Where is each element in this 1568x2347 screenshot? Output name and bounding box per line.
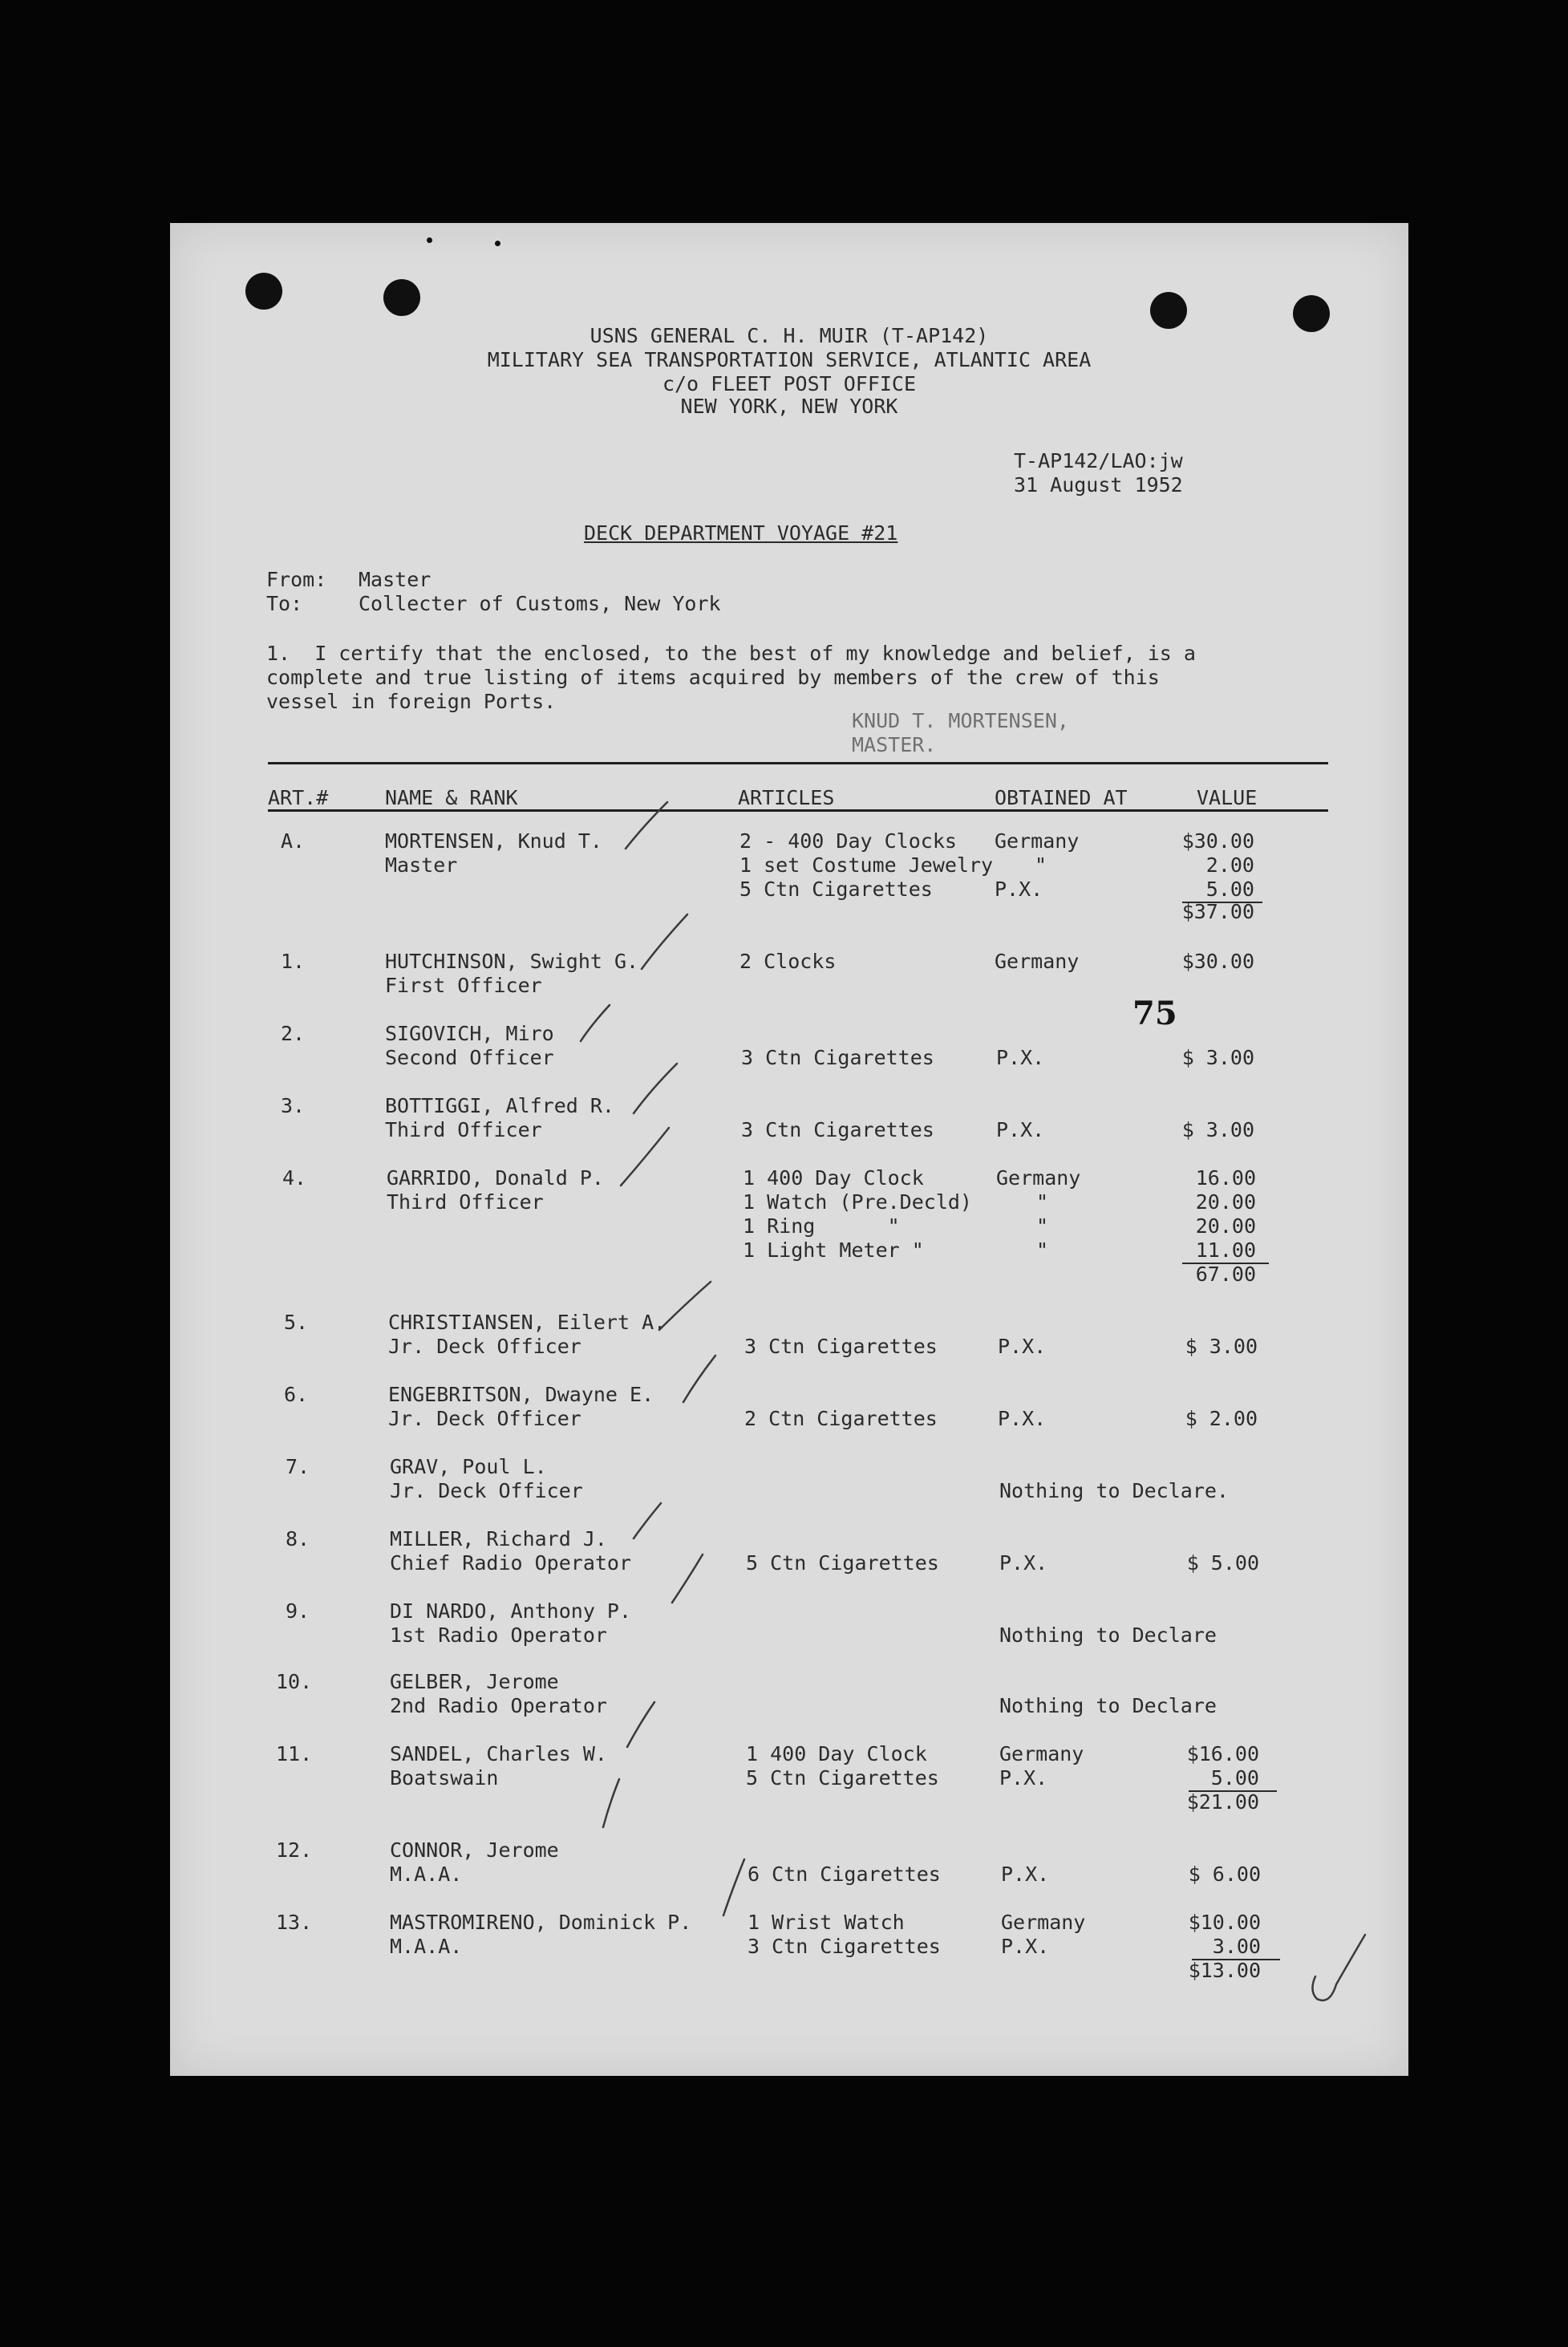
article: 1 400 Day Clock xyxy=(746,1742,927,1765)
crew-rank: Second Officer xyxy=(385,1046,554,1069)
subtotal: $21.00 xyxy=(1186,1790,1259,1814)
article: 1 Light Meter " xyxy=(743,1238,924,1262)
obtained-at: P.X. xyxy=(999,1551,1048,1575)
crew-name: DI NARDO, Anthony P. xyxy=(390,1599,632,1623)
from-value: Master xyxy=(359,568,432,591)
value: 5.00 xyxy=(1205,878,1254,901)
obtained-at: Germany xyxy=(995,950,1080,973)
art-number: 4. xyxy=(282,1166,307,1190)
check-mark xyxy=(581,1005,610,1041)
initials-mark xyxy=(1312,1935,1365,2000)
article: 1 Wrist Watch xyxy=(748,1911,905,1934)
article: 3 Ctn Cigarettes xyxy=(744,1335,938,1358)
obtained-at: P.X. xyxy=(1001,1863,1050,1886)
crew-rank: Jr. Deck Officer xyxy=(390,1479,583,1502)
value: 16.00 xyxy=(1195,1166,1256,1190)
article: 1 set Costume Jewelry xyxy=(739,853,994,877)
check-mark xyxy=(627,1702,654,1747)
art-number: 5. xyxy=(284,1311,309,1334)
check-mark xyxy=(723,1859,744,1915)
obtained-at: Germany xyxy=(995,829,1080,853)
document-date: 31 August 1952 xyxy=(1014,473,1183,497)
art-number: 11. xyxy=(276,1742,313,1765)
crew-rank: Master xyxy=(385,853,458,877)
check-mark xyxy=(603,1779,619,1827)
art-number: A. xyxy=(281,829,306,853)
article: 1 Watch (Pre.Decld) xyxy=(743,1190,972,1214)
art-number: 2. xyxy=(281,1022,306,1045)
check-mark xyxy=(621,1128,669,1186)
letterhead-line: NEW YORK, NEW YORK xyxy=(680,395,898,418)
value: 20.00 xyxy=(1195,1190,1256,1214)
obtained-at: Germany xyxy=(1001,1911,1086,1934)
letterhead-line: c/o FLEET POST OFFICE xyxy=(662,372,917,395)
crew-rank: Third Officer xyxy=(387,1190,544,1214)
from-label: From: xyxy=(266,568,327,591)
certification-line: 1. I certify that the enclosed, to the best of my knowledge and belief, is a xyxy=(266,642,1196,665)
value: 20.00 xyxy=(1195,1214,1256,1238)
crew-name: GELBER, Jerome xyxy=(390,1670,559,1693)
crew-rank: Third Officer xyxy=(385,1118,542,1141)
letterhead-line: USNS GENERAL C. H. MUIR (T-AP142) xyxy=(590,324,989,347)
check-mark xyxy=(634,1503,661,1538)
value: $ 6.00 xyxy=(1188,1863,1261,1886)
crew-rank: Chief Radio Operator xyxy=(390,1551,632,1575)
art-number: 6. xyxy=(284,1383,309,1406)
article: 3 Ctn Cigarettes xyxy=(741,1046,934,1069)
value: $ 3.00 xyxy=(1181,1118,1254,1141)
obtained-at: P.X. xyxy=(996,1118,1045,1141)
obtained-at: P.X. xyxy=(995,878,1043,901)
column-header-articles: ARTICLES xyxy=(738,786,835,809)
value: 11.00 xyxy=(1195,1238,1256,1262)
art-number: 3. xyxy=(281,1094,306,1117)
crew-rank: Boatswain xyxy=(390,1766,499,1790)
crew-name: CONNOR, Jerome xyxy=(390,1838,559,1862)
nothing-to-declare: Nothing to Declare. xyxy=(999,1479,1229,1502)
article: 5 Ctn Cigarettes xyxy=(739,878,933,901)
value: 3.00 xyxy=(1212,1935,1261,1958)
crew-name: GARRIDO, Donald P. xyxy=(387,1166,604,1190)
obtained-at: P.X. xyxy=(999,1766,1048,1790)
obtained-at: P.X. xyxy=(1001,1935,1050,1958)
crew-name: SANDEL, Charles W. xyxy=(390,1742,607,1765)
value: $ 5.00 xyxy=(1186,1551,1259,1575)
value: 5.00 xyxy=(1210,1766,1259,1790)
certification-line: vessel in foreign Ports. xyxy=(266,690,557,713)
crew-rank: 2nd Radio Operator xyxy=(390,1694,607,1717)
stamped-number: 75 xyxy=(1132,995,1177,1032)
obtained-at: P.X. xyxy=(996,1046,1045,1069)
crew-name: CHRISTIANSEN, Eilert A. xyxy=(388,1311,667,1334)
crew-name: BOTTIGGI, Alfred R. xyxy=(385,1094,614,1117)
crew-rank: M.A.A. xyxy=(390,1863,463,1886)
to-label: To: xyxy=(266,592,303,615)
certification-line: complete and true listing of items acquired by members of the crew of this xyxy=(266,666,1160,689)
crew-rank: First Officer xyxy=(385,974,542,997)
article: 2 Clocks xyxy=(739,950,837,973)
check-mark xyxy=(626,802,667,849)
subtotal: 67.00 xyxy=(1195,1263,1256,1286)
subtotal: $37.00 xyxy=(1181,900,1254,923)
value: $10.00 xyxy=(1188,1911,1261,1934)
signature-name: KNUD T. MORTENSEN, xyxy=(852,709,1069,732)
crew-name: ENGEBRITSON, Dwayne E. xyxy=(388,1383,654,1406)
letterhead-line: MILITARY SEA TRANSPORTATION SERVICE, ATLANTIC AREA xyxy=(487,348,1092,371)
value: $30.00 xyxy=(1181,829,1254,853)
check-mark xyxy=(659,1282,711,1330)
crew-rank: Jr. Deck Officer xyxy=(388,1335,581,1358)
value: 2.00 xyxy=(1205,853,1254,877)
crew-name: GRAV, Poul L. xyxy=(390,1455,547,1478)
crew-name: MASTROMIRENO, Dominick P. xyxy=(390,1911,692,1934)
subtotal: $13.00 xyxy=(1188,1959,1261,1982)
value: $16.00 xyxy=(1186,1742,1259,1765)
art-number: 9. xyxy=(286,1599,310,1623)
article: 2 - 400 Day Clocks xyxy=(739,829,957,853)
reference-code: T-AP142/LAO:jw xyxy=(1014,449,1183,472)
article: 6 Ctn Cigarettes xyxy=(748,1863,941,1886)
to-value: Collecter of Customs, New York xyxy=(359,592,721,615)
value: $30.00 xyxy=(1181,950,1254,973)
obtained-at: P.X. xyxy=(998,1335,1047,1358)
check-mark xyxy=(672,1555,703,1603)
crew-rank: 1st Radio Operator xyxy=(390,1623,607,1647)
obtained-at: " xyxy=(1036,1190,1049,1214)
obtained-at: " xyxy=(1036,1238,1049,1262)
nothing-to-declare: Nothing to Declare xyxy=(999,1623,1217,1647)
art-number: 8. xyxy=(286,1527,310,1550)
handwritten-check-marks xyxy=(170,223,1408,2076)
check-mark xyxy=(683,1356,715,1402)
document-title: DECK DEPARTMENT VOYAGE #21 xyxy=(584,521,898,545)
art-number: 10. xyxy=(276,1670,313,1693)
art-number: 12. xyxy=(276,1838,313,1862)
column-header-value: VALUE xyxy=(1197,786,1258,809)
document-page xyxy=(170,223,1408,2076)
obtained-at: " xyxy=(1035,853,1047,877)
crew-name: MILLER, Richard J. xyxy=(390,1527,607,1550)
article: 1 400 Day Clock xyxy=(743,1166,924,1190)
value: $ 3.00 xyxy=(1181,1046,1254,1069)
obtained-at: " xyxy=(1036,1214,1049,1238)
article: 1 Ring " xyxy=(743,1214,900,1238)
crew-name: HUTCHINSON, Swight G. xyxy=(385,950,639,973)
article: 5 Ctn Cigarettes xyxy=(746,1551,939,1575)
obtained-at: P.X. xyxy=(998,1407,1047,1430)
crew-name: MORTENSEN, Knud T. xyxy=(385,829,602,853)
article: 2 Ctn Cigarettes xyxy=(744,1407,938,1430)
value: $ 3.00 xyxy=(1185,1335,1258,1358)
article: 5 Ctn Cigarettes xyxy=(746,1766,939,1790)
signature-title: MASTER. xyxy=(852,733,937,756)
article: 3 Ctn Cigarettes xyxy=(741,1118,934,1141)
value: $ 2.00 xyxy=(1185,1407,1258,1430)
check-mark xyxy=(634,1064,677,1113)
column-header-name: NAME & RANK xyxy=(385,786,518,809)
art-number: 13. xyxy=(276,1911,313,1934)
nothing-to-declare: Nothing to Declare xyxy=(999,1694,1217,1717)
article: 3 Ctn Cigarettes xyxy=(748,1935,941,1958)
obtained-at: Germany xyxy=(996,1166,1081,1190)
art-number: 7. xyxy=(286,1455,310,1478)
obtained-at: Germany xyxy=(999,1742,1084,1765)
crew-rank: M.A.A. xyxy=(390,1935,463,1958)
crew-rank: Jr. Deck Officer xyxy=(388,1407,581,1430)
art-number: 1. xyxy=(281,950,306,973)
check-mark xyxy=(642,914,687,969)
column-header-obtained: OBTAINED AT xyxy=(995,786,1128,809)
crew-name: SIGOVICH, Miro xyxy=(385,1022,554,1045)
column-header-art: ART.# xyxy=(268,786,329,809)
